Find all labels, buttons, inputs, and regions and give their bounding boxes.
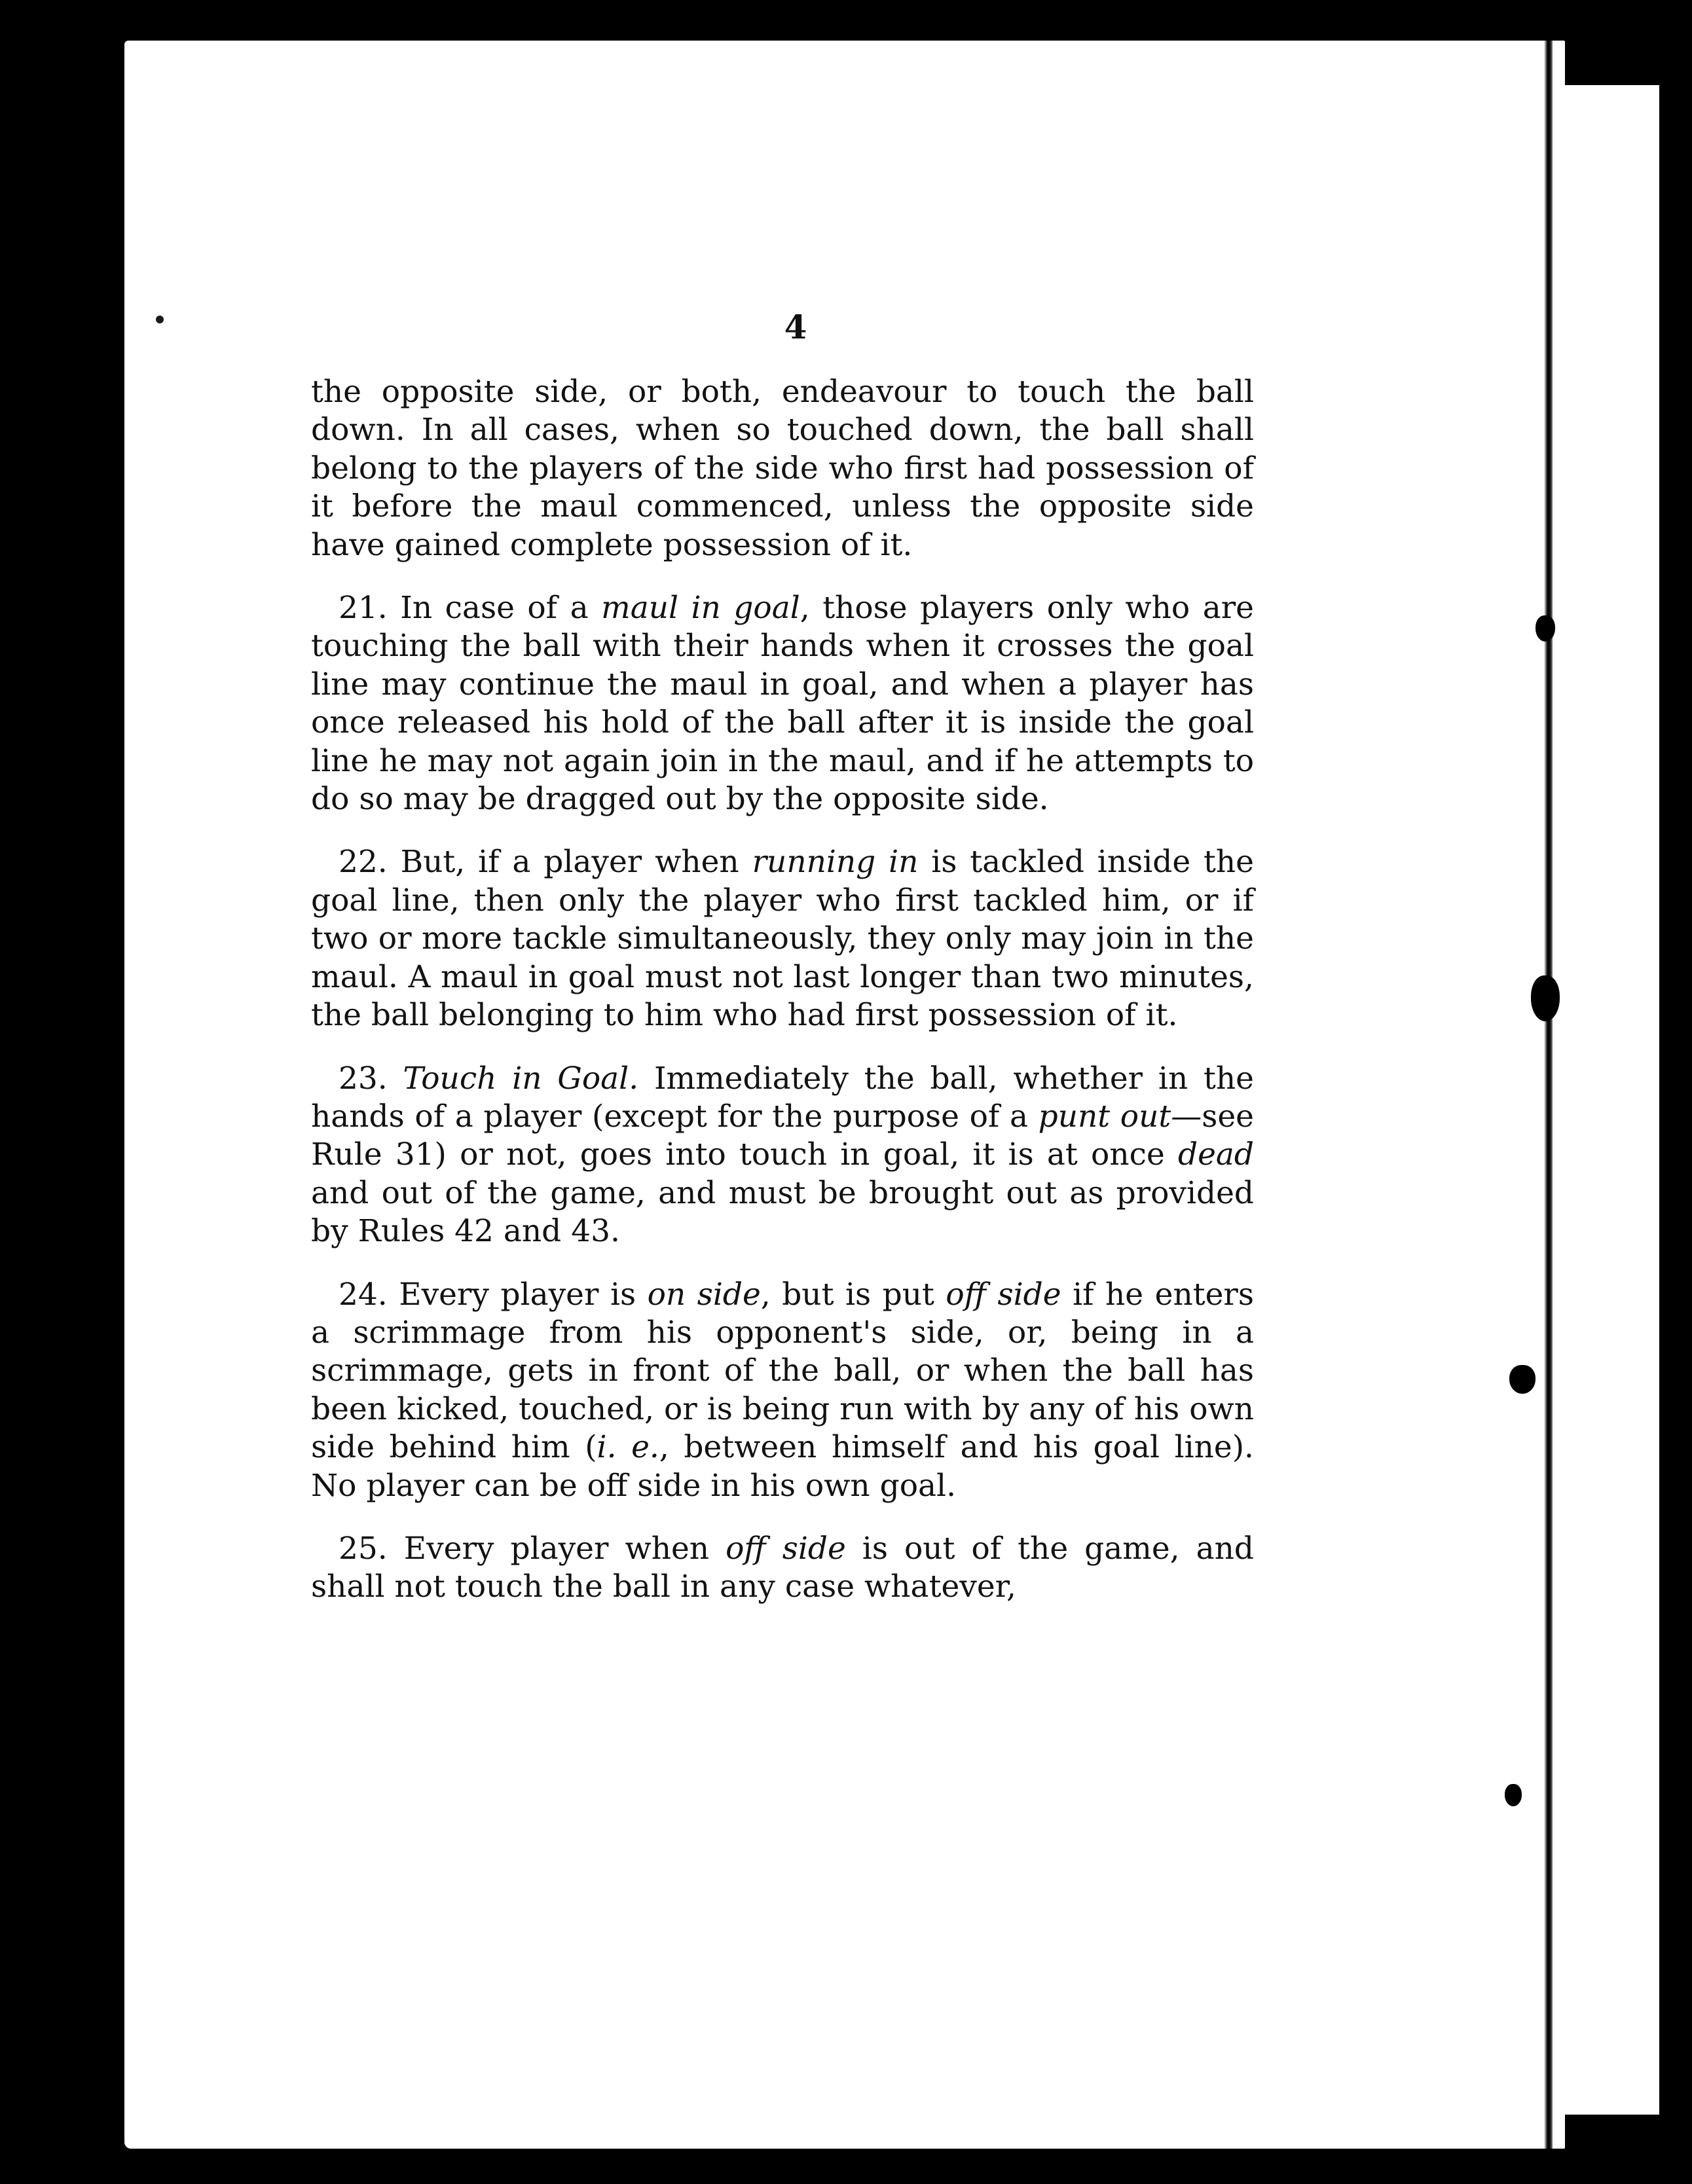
text-run: 21. In case of a	[339, 590, 602, 627]
binding-stitch-mark	[1536, 615, 1555, 642]
italic-term: maul in goal	[601, 590, 800, 627]
binding-fold	[1544, 41, 1553, 2149]
text-run: if he enters a scrimmage from his opponent's side, or, being in a scrimmage, gets in front of the ball, or when the ball has been kicked, touched, or is being run with by any of his own side behind him (	[311, 1276, 1255, 1466]
text-run: , those players only who are touching the ball with their hands when it crosses the goal line may continue the maul in goal, and when a player has once released his hold of the ball after it is inside the goal line he may not again join in the maul, and if he attempts to do so may be dragged out by the opposite side.	[311, 590, 1254, 818]
text-run: the opposite side, or both, endeavour to touch the ball down. In all cases, when so touched down, the ball shall belong to the players of the side who first had possession of it before the maul commenced, unless the opposite side have gained complete possession of it.	[311, 374, 1254, 563]
binding-stitch-mark	[1505, 1784, 1522, 1806]
text-run: —see Rule 31) or not, goes into touch in goal, it is at once	[311, 1098, 1254, 1173]
italic-term: off side	[946, 1276, 1061, 1313]
text-run: 25. Every player when	[339, 1530, 726, 1567]
text-run: 23.	[339, 1060, 403, 1097]
text-run: 22. But, if a player when	[339, 844, 752, 881]
italic-term: on side	[647, 1276, 761, 1313]
italic-term: off side	[726, 1530, 846, 1567]
binding-stitch-mark	[1509, 1365, 1536, 1394]
scan-speck	[156, 316, 164, 323]
text-run: , but is put	[760, 1276, 946, 1313]
italic-term: Touch in Goal.	[403, 1060, 639, 1097]
paragraph-p-24	[311, 1276, 1254, 1505]
body-text	[311, 373, 1254, 1607]
binding-stitch-mark	[1531, 975, 1560, 1021]
text-run: is out of the game, and shall not touch the ball in any case whatever,	[311, 1530, 1254, 1605]
italic-term: punt out	[1038, 1098, 1171, 1135]
paragraph-p-continued	[311, 373, 1254, 564]
paragraph-p-21	[311, 589, 1254, 818]
italic-term: running in	[752, 844, 919, 881]
paragraph-p-25	[311, 1530, 1254, 1607]
text-run: , between himself and his goal line). No player can be off side in his own goal.	[311, 1429, 1254, 1504]
text-run: is tackled inside the goal line, then only the player who first tackled him, or if two or more tackle simultaneously, they only may join in the maul. A maul in goal must not last longer than two minutes, the ball belonging to him who had first possession of it.	[311, 844, 1254, 1034]
text-run: 24. Every player is	[339, 1276, 648, 1313]
italic-term: i. e.	[597, 1429, 659, 1466]
paragraph-p-23	[311, 1060, 1254, 1251]
adjacent-page-edge	[1554, 85, 1659, 2115]
text-run: Immediately the ball, whether in the hands of a player (except for the purpose of a	[311, 1060, 1254, 1135]
italic-term: dead	[1177, 1137, 1254, 1173]
page-number: 4	[784, 308, 807, 346]
paragraph-p-22	[311, 843, 1254, 1034]
text-run: and out of the game, and must be brought out as provided by Rules 42 and 43.	[311, 1174, 1254, 1250]
